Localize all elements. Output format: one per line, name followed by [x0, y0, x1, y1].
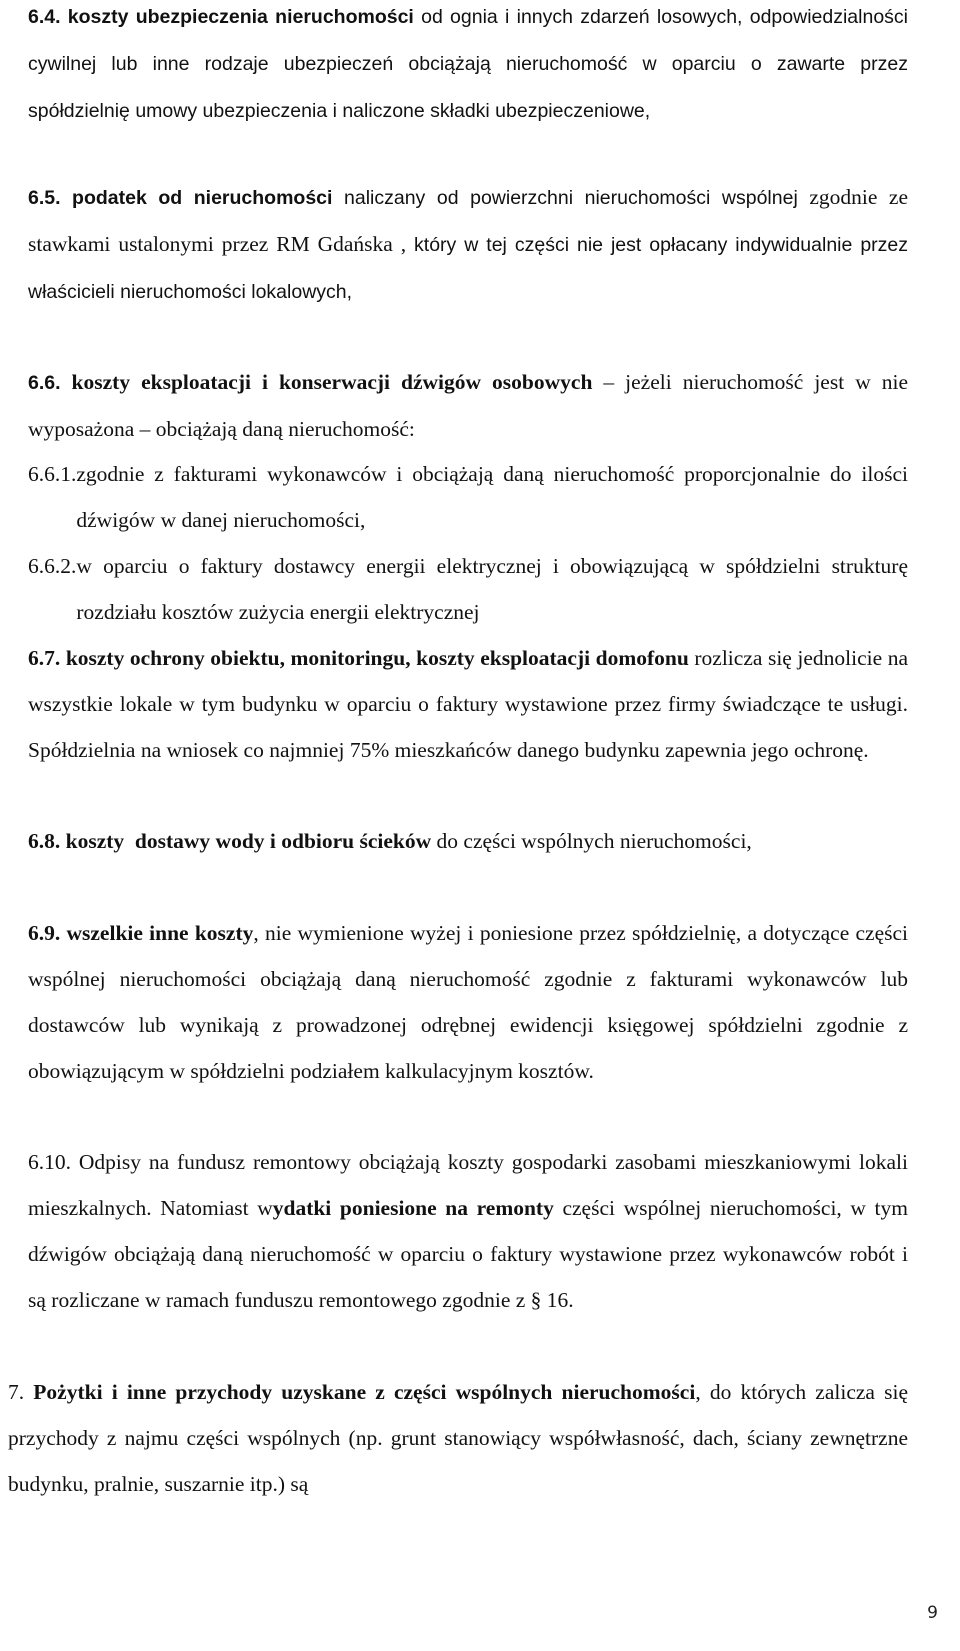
paragraph-6-6 [28, 359, 908, 452]
section-number: 6.9. [28, 921, 61, 945]
section-text: , do których zalicza się przychody z najmu części wspólnych (np. grunt stanowiący współwłasność, dach, ściany zewnętrzne budynku, pralnie, suszarnie itp.) są [8, 1380, 908, 1496]
paragraph-6-5 [28, 174, 908, 315]
section-text: , nie wymienione wyżej i poniesione przez spółdzielnię, a dotyczące części wspólnej nieruchomości obciążają daną nieruchomość zgodnie z fakturami wykonawców lub dostawców lub wynikają z prowadzonej odrębnej ewidencji księgowej spółdzielni zgodnie z obowiązującym w spółdzielni podziałem kalkulacyjnym kosztów. [28, 921, 908, 1083]
paragraph-6-10 [28, 1139, 908, 1323]
section-heading: podatek od nieruchomości [72, 187, 333, 209]
section-text: w oparciu o faktury dostawcy energii elektrycznej i obowiązującą w spółdzielni strukturę rozdziału kosztów zużycia energii elektrycznej [76, 554, 908, 624]
section-number: 6.6.1. [28, 462, 77, 486]
section-text: do części wspólnych nieruchomości, [431, 829, 752, 853]
section-heading: koszty dostawy wody i odbioru ścieków [65, 829, 432, 853]
section-text: zgodnie z fakturami wykonawców i obciążają daną nieruchomość proporcjonalnie do ilości dźwigów w danej nieruchomości, [76, 462, 908, 532]
paragraph-6-7 [28, 635, 908, 773]
section-heading: wszelkie inne koszty [66, 921, 254, 945]
section-text: od ognia i innych zdarzeń losowych, odpowiedzialności cywilnej lub inne rodzaje ubezpieczeń obciążają nieruchomość w oparciu o zawarte przez spółdzielnię umowy ubezpieczenia i naliczone składki ubezpieczeniowe, [28, 6, 908, 122]
section-text: naliczany od powierzchni nieruchomości wspólnej [332, 187, 810, 209]
section-text: części wspólnej nieruchomości, w tym dźwigów obciążają daną nieruchomość w oparciu o faktury wystawione przez wykonawców robót i są rozliczane w ramach funduszu remontowego zgodnie z § 16. [28, 1196, 909, 1312]
section-heading: koszty eksploatacji i konserwacji dźwigów osobowych [71, 370, 593, 394]
section-text: który w tej części nie jest opłacany indywidualnie przez właścicieli nieruchomości lokalowych, [28, 234, 908, 303]
section-number: 6.8. [28, 829, 61, 853]
section-text: rozlicza się jednolicie na wszystkie lokale w tym budynku w oparciu o faktury wystawione przez firmy świadczące te usługi. Spółdzielnia na wniosek co najmniej 75% mieszkańców danego budynku zapewnia jego ochronę. [28, 646, 909, 762]
section-text: Odpisy na fundusz remontowy obciążają koszty gospodarki zasobami mieszkaniowymi lokali mieszkalnych. Natomiast w [28, 1150, 908, 1220]
paragraph-6-6-2 [28, 543, 908, 635]
paragraph-6-6-1 [28, 451, 908, 543]
paragraph-6-4 [28, 0, 908, 134]
section-heading: koszty ochrony obiektu, monitoringu, koszty eksploatacji domofonu [65, 646, 689, 670]
section-heading: ydatki poniesione na remonty [272, 1196, 554, 1220]
section-number: 6.4. [28, 6, 61, 28]
section-number: 6.6.2. [28, 554, 77, 578]
paragraph-6-8 [28, 818, 908, 864]
section-text: – jeżeli nieruchomość jest w nie wyposażona – obciążają daną nieruchomość: [28, 370, 908, 441]
paragraph-7 [8, 1369, 908, 1507]
section-heading: Pożytki i inne przychody uzyskane z części wspólnych nieruchomości [33, 1380, 696, 1404]
page-number: 9 [927, 1603, 938, 1623]
section-number: 6.7. [28, 646, 61, 670]
section-number: 6.6. [28, 372, 61, 394]
section-number: 7. [8, 1380, 25, 1404]
section-number: 6.10. [28, 1150, 71, 1174]
paragraph-6-9 [28, 910, 908, 1094]
section-text-serif: zgodnie ze stawkami ustalonymi przez RM Gdańska , [28, 185, 909, 256]
section-number: 6.5. [28, 187, 61, 209]
section-heading: koszty ubezpieczenia nieruchomości [67, 6, 414, 28]
